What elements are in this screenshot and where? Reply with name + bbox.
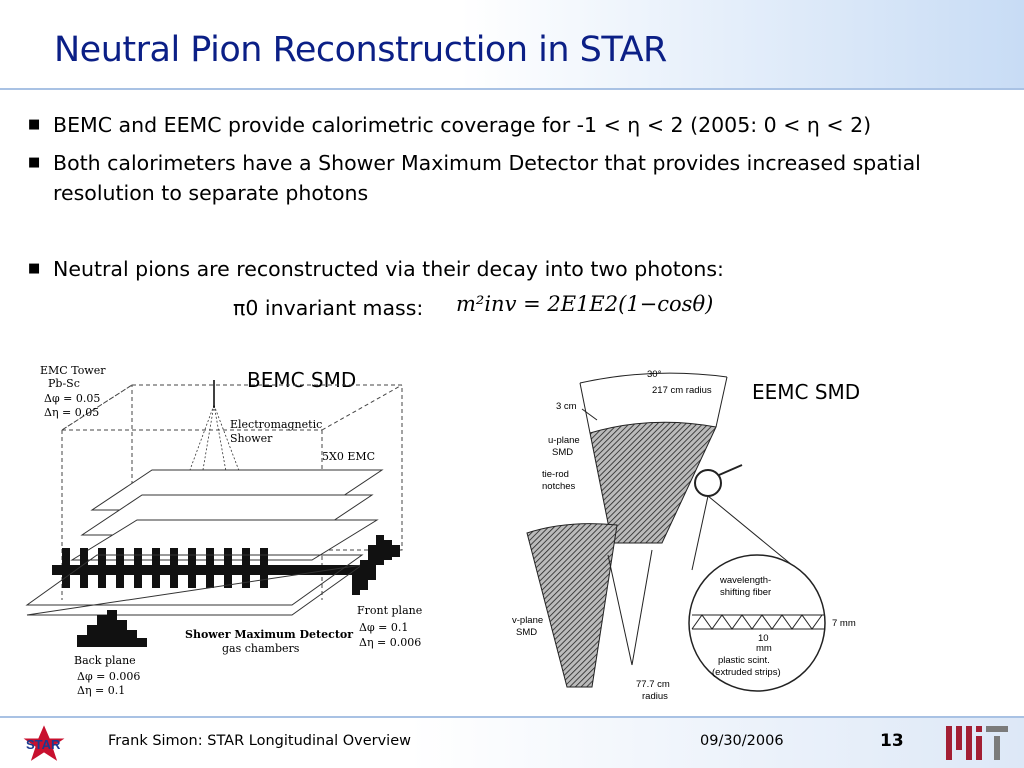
back-dphi-label: Δφ = 0.006 — [77, 670, 141, 683]
bullet-text: BEMC and EEMC provide calorimetric coverage for -1 < η < 2 (2005: 0 < η < 2) — [53, 113, 872, 137]
front-dphi-label: Δφ = 0.1 — [359, 621, 409, 634]
shower-label-2: Shower — [230, 432, 273, 445]
dim-10mm-label-2: mm — [756, 643, 772, 654]
fiber-label-2: shifting fiber — [720, 587, 772, 598]
star-logo — [14, 722, 74, 766]
star-logo-text: STAR — [26, 737, 61, 752]
dim-10mm-label-1: 10 — [758, 633, 769, 644]
title-divider — [0, 88, 1024, 90]
footer-author: Frank Simon: STAR Longitudinal Overview — [108, 733, 411, 749]
bullet-item — [28, 148, 988, 208]
tower-dphi-label: Δφ = 0.05 — [44, 392, 101, 405]
mit-logo — [946, 726, 1010, 760]
vplane-label-1: v-plane — [512, 615, 544, 626]
scint-label-2: (extruded strips) — [712, 667, 781, 678]
back-plane-label: Back plane — [74, 654, 136, 667]
bullet-text: Both calorimeters have a Shower Maximum Detector that provides increased spatial resolution to separate photons — [53, 151, 921, 205]
tierod-label-1: tie-rod — [542, 469, 569, 480]
back-deta-label: Δη = 0.1 — [77, 684, 126, 697]
angle-label: 30° — [647, 369, 662, 380]
front-deta-label: Δη = 0.006 — [359, 636, 422, 649]
tierod-label-2: notches — [542, 481, 576, 492]
invariant-mass-label: π0 invariant mass: — [233, 296, 424, 320]
vplane-label-2: SMD — [516, 627, 538, 638]
shower-label-1: Electromagnetic — [230, 418, 323, 431]
tower-deta-label: Δη = 0.05 — [44, 406, 100, 419]
smd-label-1: Shower Maximum Detector — [185, 628, 354, 641]
bullet-marker: ■ — [28, 261, 41, 276]
inner-radius-label-1: 77.7 cm — [636, 679, 670, 690]
inner-radius-label-2: radius — [642, 691, 668, 702]
uplane-label-1: u-plane — [548, 435, 580, 446]
page-number: 13 — [880, 731, 904, 751]
dim-7mm-label: 7 mm — [832, 618, 856, 629]
fiber-label-1: wavelength- — [720, 575, 772, 586]
width-3cm-label: 3 cm — [556, 401, 577, 412]
front-plane-label: Front plane — [357, 604, 423, 617]
uplane-label-2: SMD — [552, 447, 574, 458]
bullet-text: Neutral pions are reconstructed via their decay into two photons: — [53, 257, 724, 281]
outer-radius-label: 217 cm radius — [652, 385, 712, 396]
tower-material-label: Pb-Sc — [48, 377, 80, 390]
bemc-smd-label: BEMC SMD — [247, 368, 357, 392]
bullet-list — [28, 110, 988, 292]
scint-label-1: plastic scint. — [718, 655, 770, 666]
bullet-marker: ■ — [28, 155, 41, 170]
eemc-smd-label: EEMC SMD — [752, 380, 861, 404]
footer-date: 09/30/2006 — [700, 733, 784, 749]
emc-depth-label: 5X0 EMC — [322, 450, 376, 463]
emc-tower-label: EMC Tower — [40, 364, 106, 377]
bullet-marker: ■ — [28, 117, 41, 132]
bullet-item — [28, 254, 988, 284]
eemc-smd-diagram — [512, 365, 872, 707]
invariant-mass-formula: m²inv = 2E1E2(1−cosθ) — [456, 292, 714, 316]
bemc-smd-diagram — [22, 360, 432, 700]
slide-title: Neutral Pion Reconstruction in STAR — [54, 30, 667, 70]
smd-label-2: gas chambers — [222, 642, 300, 655]
bullet-item — [28, 110, 988, 140]
